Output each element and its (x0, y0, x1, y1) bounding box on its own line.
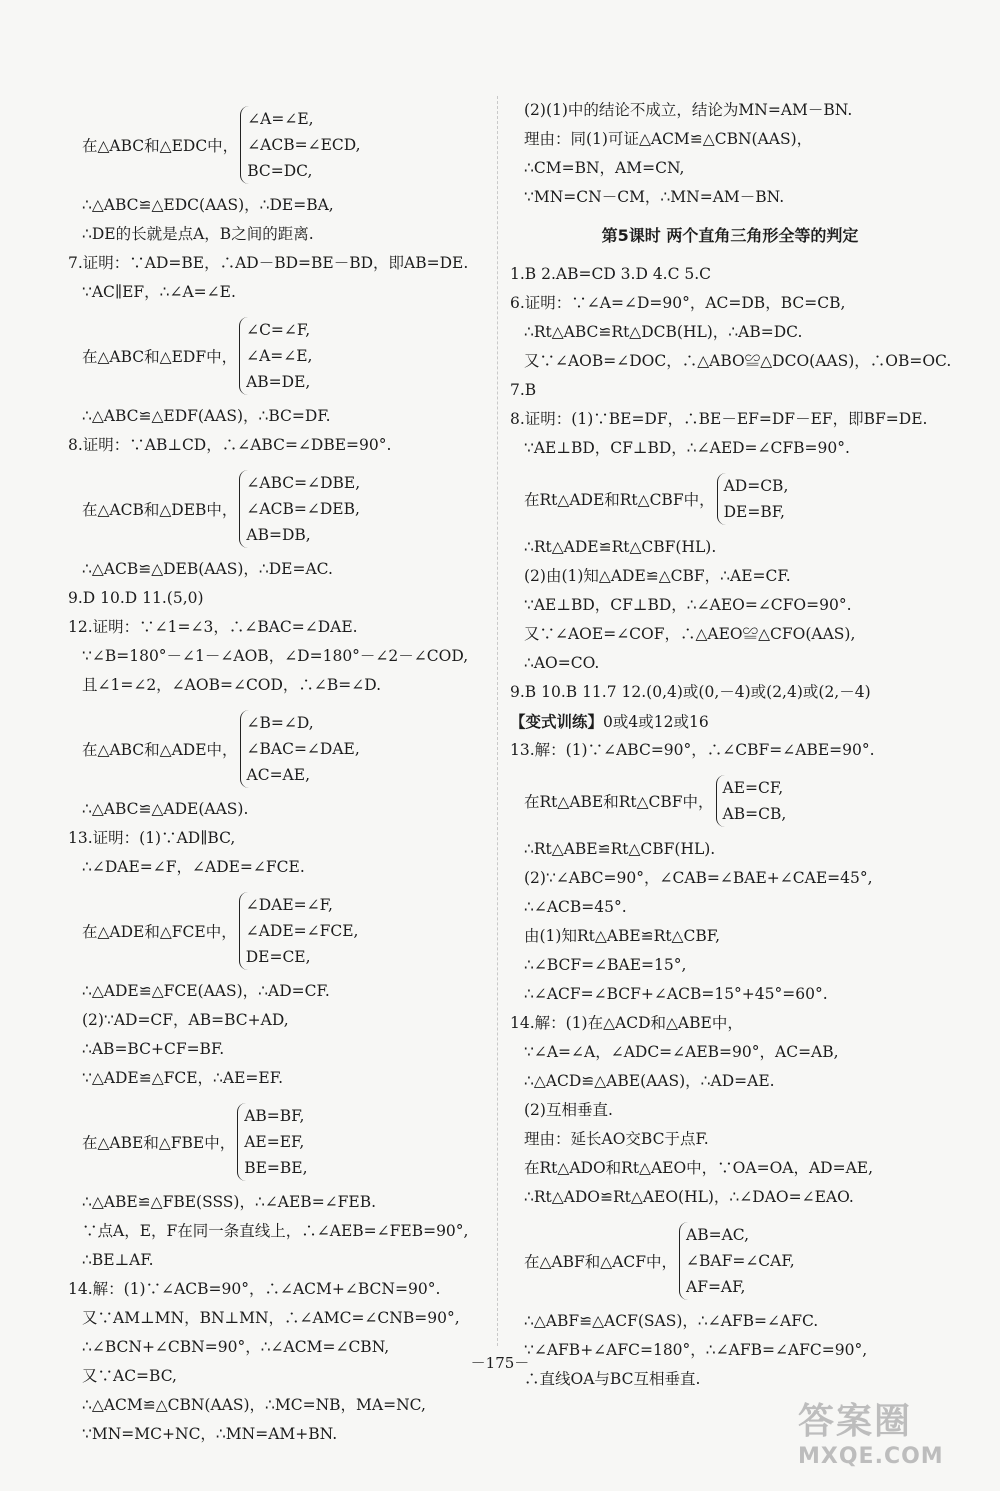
problem-14-heading: 14.解：(1)在△ACD和△ABE中， (510, 1014, 743, 1032)
text-line: ∴∠BCN+∠CBN=90°，∴∠ACM=∠CBN, (82, 1338, 390, 1356)
condition: ∠C=∠F, (246, 320, 311, 339)
text-line: ∴∠DAE=∠F，∠ADE=∠FCE. (82, 858, 305, 876)
text-line: ∴∠ACB=45°. (524, 898, 627, 916)
problem-14-heading: 14.解：(1)∵∠ACB=90°，∴∠ACM+∠BCN=90°. (68, 1280, 441, 1298)
variant-training-answer: 0或4或12或16 (603, 713, 709, 731)
problem-13-heading: 13.解：(1)∵∠ABC=90°，∴∠CBF=∠ABE=90°. (510, 741, 875, 759)
watermark-logo (798, 1393, 978, 1473)
text-line: ∵MN=MC+NC，∴MN=AM+BN. (82, 1425, 338, 1443)
right-column (510, 96, 950, 1394)
text-line: ∴Rt△ADE≌Rt△CBF(HL). (524, 538, 717, 556)
problem-6-heading: 6.证明：∵∠A=∠D=90°，AC=DB，BC=CB, (510, 294, 846, 312)
brace-group (679, 1222, 795, 1300)
text-line: ∴△ACB≌△DEB(AAS)，∴DE=AC. (82, 560, 333, 578)
brace-group (239, 892, 359, 970)
watermark-text: 答案圈 (798, 1401, 913, 1442)
condition: AB=DB, (246, 525, 311, 544)
condition: ∠ADE=∠FCE, (245, 921, 359, 940)
text-line: (2)互相垂直. (524, 1101, 613, 1119)
watermark-url: MXQE.COM (798, 1444, 944, 1469)
text-line: ∴△ABE≌△FBE(SSS)，∴∠AEB=∠FEB. (82, 1193, 377, 1211)
condition: AC=AE, (246, 765, 310, 784)
system-label: 在△ADE和△FCE中， (82, 922, 237, 941)
condition: ∠A=∠E, (246, 346, 313, 365)
brace-group (237, 1103, 307, 1181)
text-line: ∴BE⊥AF. (82, 1251, 154, 1269)
condition: BE=BE, (244, 1158, 308, 1177)
text-line: ∴△ACM≌△CBN(AAS)，∴MC=NB，MA=NC, (82, 1396, 426, 1414)
brace-group (240, 106, 360, 184)
answer-7: 7.B (510, 381, 537, 399)
answers-1-5: 1.B 2.AB=CD 3.D 4.C 5.C (510, 265, 712, 283)
text-line: ∴Rt△ABC≌Rt△DCB(HL)，∴AB=DC. (524, 323, 803, 341)
variant-training (510, 707, 950, 736)
condition: ∠BAF=∠CAF, (686, 1251, 795, 1270)
equation-system (82, 706, 488, 791)
text-line: ∴△ABC≌△ADE(AAS). (82, 800, 249, 818)
text-line: ∴△ABC≌△EDF(AAS)，∴BC=DF. (82, 407, 331, 425)
page-number: －175－ (470, 1354, 530, 1372)
left-column (68, 96, 488, 1449)
text-line: ∵AE⊥BD，CF⊥BD，∴∠AED=∠CFB=90°. (524, 439, 850, 457)
condition: AB=AC, (686, 1225, 749, 1244)
text-line: ∴Rt△ADO≌Rt△AEO(HL)，∴∠DAO=∠EAO. (524, 1188, 854, 1206)
system-label: 在△ABC和△EDC中， (82, 136, 239, 155)
variant-training-label: 【变式训练】 (510, 712, 604, 731)
system-label: 在△ACB和△DEB中， (82, 500, 238, 519)
problem-8-heading: 8.证明：∵AB⊥CD，∴∠ABC=∠DBE=90°. (68, 436, 392, 454)
text-line: ∴△ACD≌△ABE(AAS)，∴AD=AE. (524, 1072, 775, 1090)
condition: DE=CE, (245, 947, 311, 966)
equation-system (82, 1099, 488, 1184)
system-label: 在△ABE和△FBE中， (82, 1133, 236, 1152)
problem-7-heading: 7.证明：∵AD=BE，∴AD－BD=BE－BD，即AB=DE. (68, 254, 469, 272)
text-line: ∵AC∥EF，∴∠A=∠E. (82, 283, 236, 301)
brace-group (716, 775, 787, 827)
condition: AD=CB, (723, 477, 789, 495)
text-line: ∵点A，E，F在同一条直线上，∴∠AEB=∠FEB=90°, (82, 1222, 469, 1240)
text-line: ∵∠B=180°－∠1－∠AOB，∠D=180°－∠2－∠COD, (82, 647, 469, 665)
brace-group (240, 710, 360, 788)
brace-group (239, 470, 360, 548)
condition: BC=DC, (247, 161, 313, 180)
condition: AF=AF, (686, 1277, 746, 1296)
condition: ∠BAC=∠DAE, (246, 739, 360, 758)
text-line: ∵∠AFB+∠AFC=180°，∴∠AFB=∠AFC=90°, (524, 1341, 868, 1359)
system-label: 在△ABF和△ACF中， (524, 1252, 677, 1271)
text-line: ∴∠ACF=∠BCF+∠ACB=15°+45°=60°. (524, 985, 828, 1003)
condition: AB=BF, (244, 1106, 305, 1125)
text-line: 又∵∠AOE=∠COF，∴△AEO≌△CFO(AAS), (524, 625, 856, 643)
text-line: ∴AO=CO. (524, 654, 600, 672)
text-line: ∴CM=BN，AM=CN, (524, 159, 685, 177)
problem-8-heading: 8.证明：(1)∵BE=DF，∴BE－EF=DF－EF，即BF=DE. (510, 410, 928, 428)
text-line: ∴∠BCF=∠BAE=15°, (524, 956, 687, 974)
condition: ∠A=∠E, (247, 109, 314, 128)
system-label: 在△ABC和△ADE中， (82, 740, 238, 759)
text-line: ∴DE的长就是点A，B之间的距离. (82, 225, 314, 243)
text-line: 且∠1=∠2，∠AOB=∠COD，∴∠B=∠D. (82, 676, 382, 694)
equation-system (82, 313, 488, 398)
condition: ∠ACB=∠DEB, (246, 499, 360, 518)
text-line: ∴△ABF≌△ACF(SAS)，∴∠AFB=∠AFC. (524, 1312, 819, 1330)
text-line: (2)由(1)知△ADE≌△CBF，∴AE=CF. (524, 567, 791, 585)
system-label: 在Rt△ADE和Rt△CBF中， (524, 491, 715, 509)
column-divider (497, 96, 498, 1346)
text-line: (2)∵AD=CF，AB=BC+AD, (82, 1011, 289, 1029)
brace-group (717, 473, 789, 525)
condition: ∠DAE=∠F, (245, 895, 333, 914)
condition: AE=EF, (244, 1132, 305, 1151)
condition: ∠ACB=∠ECD, (247, 135, 361, 154)
problem-13-heading: 13.证明：(1)∵AD∥BC, (68, 829, 236, 847)
text-line: 理由：延长AO交BC于点F. (524, 1130, 709, 1148)
text-line: ∵△ADE≌△FCE，∴AE=EF. (82, 1069, 283, 1087)
text-line: ∴△ABC≌△EDC(AAS)，∴DE=BA, (82, 196, 334, 214)
equation-system (524, 771, 950, 831)
condition: AB=DE, (246, 372, 311, 391)
text-line: 在Rt△ADO和Rt△AEO中，∵OA=OA，AD=AE, (524, 1159, 874, 1177)
system-label: 在△ABC和△EDF中， (82, 347, 238, 366)
text-line: 又∵∠AOB=∠DOC，∴△ABO≌△DCO(AAS)，∴OB=OC. (524, 352, 952, 370)
text-line: ∴Rt△ABE≌Rt△CBF(HL). (524, 840, 716, 858)
text-line: (2)∵∠ABC=90°，∠CAB=∠BAE+∠CAE=45°, (524, 869, 873, 887)
equation-system (524, 1218, 950, 1303)
text-line: ∴直线OA与BC互相垂直. (524, 1370, 701, 1388)
equation-system (82, 466, 488, 551)
text-line: ∴AB=BC+CF=BF. (82, 1040, 225, 1058)
condition: AB=CB, (722, 805, 787, 823)
text-line: 理由：同(1)可证△ACM≌△CBN(AAS)， (524, 130, 813, 148)
text-line: 由(1)知Rt△ABE≌Rt△CBF, (524, 927, 720, 945)
text-line: 又∵AC=BC, (82, 1367, 177, 1385)
brace-group (239, 317, 312, 395)
text-line: ∵∠A=∠A，∠ADC=∠AEB=90°，AC=AB, (524, 1043, 839, 1061)
condition: DE=BF, (723, 503, 785, 521)
text-line: ∴△ADE≌△FCE(AAS)，∴AD=CF. (82, 982, 330, 1000)
text-line: 又∵AM⊥MN，BN⊥MN，∴∠AMC=∠CNB=90°, (82, 1309, 460, 1327)
condition: AE=CF, (722, 779, 784, 797)
text-line: (2)(1)中的结论不成立，结论为MN=AM－BN. (524, 101, 853, 119)
text-line: ∵MN=CN－CM，∴MN=AM－BN. (524, 188, 785, 206)
equation-system (82, 102, 488, 187)
condition: ∠ABC=∠DBE, (246, 473, 361, 492)
answers-9-11: 9.D 10.D 11.(5,0) (68, 589, 204, 607)
condition: ∠B=∠D, (246, 713, 314, 732)
answers-9-12: 9.B 10.B 11.7 12.(0,4)或(0,－4)或(2,4)或(2,－4) (510, 683, 871, 701)
problem-12-heading: 12.证明：∵∠1=∠3，∴∠BAC=∠DAE. (68, 618, 358, 636)
equation-system (82, 888, 488, 973)
equation-system (524, 469, 950, 529)
text-line: ∵AE⊥BD，CF⊥BD，∴∠AEO=∠CFO=90°. (524, 596, 852, 614)
system-label: 在Rt△ABE和Rt△CBF中， (524, 793, 714, 811)
lesson-title: 第5课时 两个直角三角形全等的判定 (601, 226, 859, 245)
